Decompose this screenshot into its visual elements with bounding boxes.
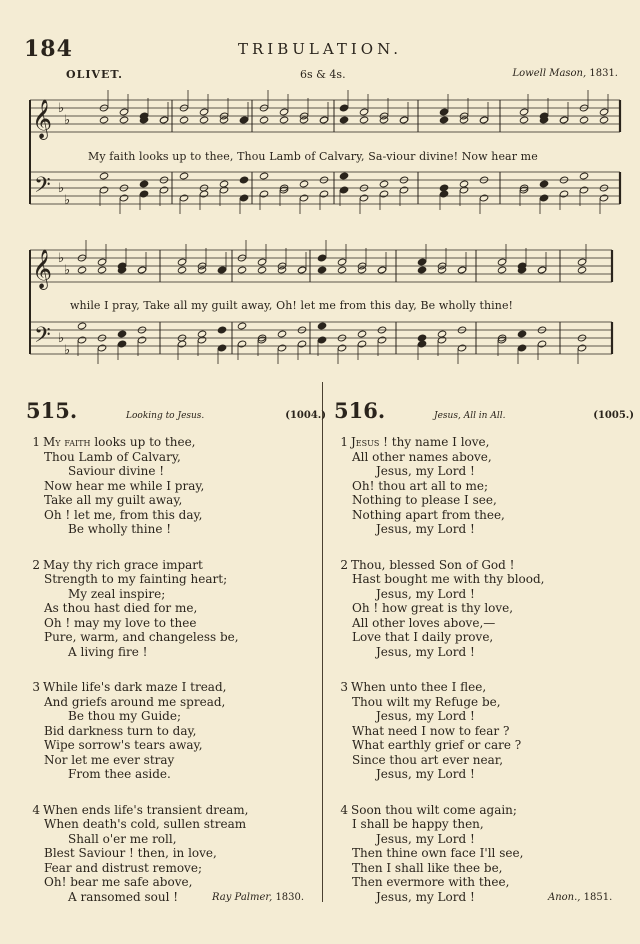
- verse-text: Nor let me ever stray: [44, 752, 175, 767]
- svg-text:♭: ♭: [64, 193, 71, 208]
- verse-text: Thou wilt my Refuge be,: [352, 694, 501, 709]
- verse-text: While life's dark maze I tread,: [43, 680, 227, 694]
- music-score: [0, 0, 640, 380]
- verse-line: [334, 803, 634, 818]
- verse-line: [334, 709, 634, 724]
- verse-line: [334, 616, 634, 631]
- verse-text: What need I now to fear ?: [352, 723, 510, 738]
- hymn-515: [26, 398, 326, 925]
- verse-text: Strength to my fainting heart;: [44, 572, 228, 586]
- verse-line: [26, 875, 326, 890]
- verse-line: [334, 680, 634, 695]
- verse-line: [26, 861, 326, 876]
- verse-line: [26, 645, 326, 660]
- stanza: [26, 803, 326, 905]
- svg-text:♭: ♭: [64, 343, 71, 358]
- verse-text: Soon thou wilt come again;: [351, 802, 517, 817]
- verse-text: Take all my guilt away,: [44, 493, 183, 507]
- verse-text: Then I shall like thee be,: [352, 860, 503, 875]
- svg-text:𝄞: 𝄞: [32, 99, 53, 139]
- verse-text: Oh ! let me, from this day,: [44, 507, 203, 522]
- page-number: 184: [24, 36, 73, 62]
- verse-text: Oh ! how great is thy love,: [352, 601, 514, 615]
- verse-line: [26, 724, 326, 739]
- hymn-reference: (1004.): [285, 410, 326, 421]
- svg-text:♭: ♭: [58, 251, 65, 266]
- stanza-lead-words: Jesus: [351, 435, 380, 449]
- running-title: TRIBULATION.: [237, 40, 403, 58]
- verse-line: [334, 601, 634, 616]
- verse-text: Love that I daily prove,: [352, 630, 494, 644]
- stanza-number: 3: [340, 680, 348, 694]
- stanza-number: 4: [32, 802, 40, 817]
- stanza-list: [334, 435, 634, 904]
- verse-line: [26, 709, 326, 724]
- verse-text: Jesus, my Lord !: [376, 644, 475, 659]
- verse-text: May thy rich grace impart: [43, 557, 203, 572]
- verse-text: Hast bought me with thy blood,: [352, 572, 545, 586]
- hymn-number: 516.: [334, 398, 386, 423]
- verse-text: All other names above,: [352, 449, 492, 464]
- verse-text: looks up to thee,: [90, 435, 196, 449]
- verse-line: [26, 464, 326, 479]
- verse-line: [334, 645, 634, 660]
- verse-line: [334, 508, 634, 523]
- verse-line: [334, 464, 634, 479]
- composer-name: Lowell Mason,: [512, 68, 587, 79]
- verse-line: [334, 587, 634, 602]
- svg-text:𝄢: 𝄢: [34, 173, 51, 203]
- hymn-theme: Looking to Jesus.: [126, 411, 205, 421]
- verse-text: Now hear me while I pray,: [44, 478, 205, 493]
- verse-text: Jesus, my Lord !: [376, 709, 475, 723]
- verse-line: [26, 508, 326, 523]
- hymn-theme: Jesus, All in All.: [434, 411, 506, 421]
- verse-line: [334, 630, 634, 645]
- composer-year: 1831.: [589, 68, 618, 79]
- stanza-number: 4: [340, 802, 348, 817]
- verse-text: And griefs around me spread,: [44, 694, 226, 709]
- stanza: [334, 558, 634, 660]
- tune-lyric-line-2: while I pray, Take all my guilt away, Oh! let me from this day, Be wholly thine!: [70, 299, 514, 312]
- verse-line: [334, 558, 634, 573]
- verse-text: Jesus, my Lord !: [376, 831, 475, 846]
- verse-text: When ends life's transient dream,: [43, 802, 249, 817]
- verse-text: Jesus, my Lord !: [376, 464, 475, 478]
- verse-line: [334, 861, 634, 876]
- verse-line: [26, 817, 326, 832]
- verse-line: [26, 601, 326, 616]
- verse-text: Jesus, my Lord !: [376, 767, 475, 781]
- hymn-reference: (1005.): [593, 410, 634, 421]
- verse-text: When death's cold, sullen stream: [44, 817, 247, 831]
- verse-line: [26, 738, 326, 753]
- verse-text: As thou hast died for me,: [44, 601, 198, 615]
- verse-line: [334, 724, 634, 739]
- verse-text: A ransomed soul !: [68, 889, 179, 904]
- verse-text: Nothing apart from thee,: [352, 507, 505, 522]
- stanza: [26, 680, 326, 782]
- verse-line: [26, 435, 326, 450]
- verse-text: Jesus, my Lord !: [376, 586, 475, 601]
- stanza-number: 2: [32, 557, 40, 572]
- verse-line: [334, 435, 634, 450]
- verse-line: [26, 587, 326, 602]
- verse-text: What earthly grief or care ?: [352, 738, 522, 752]
- verse-line: [26, 572, 326, 587]
- verse-line: [334, 753, 634, 768]
- verse-line: [26, 493, 326, 508]
- verse-text: Thou, blessed Son of God !: [351, 557, 515, 572]
- verse-text: Thou Lamb of Calvary,: [44, 449, 181, 464]
- verse-line: [334, 479, 634, 494]
- tune-name: OLIVET.: [66, 68, 123, 81]
- verse-text: Then evermore with thee,: [352, 875, 510, 889]
- verse-text: From thee aside.: [68, 767, 171, 781]
- verse-line: [26, 832, 326, 847]
- verse-text: Pure, warm, and changeless be,: [44, 630, 239, 644]
- hymn-author: [548, 892, 612, 903]
- verse-text: Be wholly thine !: [68, 522, 172, 536]
- svg-text:𝄢: 𝄢: [34, 323, 51, 353]
- tune-meter: 6s & 4s.: [300, 68, 346, 81]
- tune-lyric-line-1: My faith looks up to thee, Thou Lamb of Calvary, Sa-viour divine! Now hear me: [88, 150, 538, 163]
- hymn-header: [26, 398, 326, 422]
- verse-text: I shall be happy then,: [352, 817, 484, 831]
- verse-text: Wipe sorrow's tears away,: [44, 738, 203, 752]
- verse-line: [26, 695, 326, 710]
- verse-line: [26, 558, 326, 573]
- author-year: 1851.: [583, 892, 613, 903]
- verse-line: [334, 738, 634, 753]
- stanza: [26, 558, 326, 660]
- verse-text: Oh! thou art all to me;: [352, 478, 489, 493]
- author-year: 1830.: [275, 892, 305, 903]
- verse-line: [26, 522, 326, 537]
- hymn-header: [334, 398, 634, 422]
- verse-text: Be thou my Guide;: [68, 709, 182, 723]
- verse-line: [334, 817, 634, 832]
- author-name: Ray Palmer,: [212, 892, 273, 903]
- verse-text: When unto thee I flee,: [351, 680, 487, 694]
- verse-text: Shall o'er me roll,: [68, 831, 177, 846]
- verse-line: [26, 630, 326, 645]
- verse-text: My zeal inspire;: [68, 586, 166, 601]
- verse-text: Nothing to please I see,: [352, 493, 497, 507]
- hymn-author: [212, 892, 304, 903]
- stanza: [334, 680, 634, 782]
- verse-line: [26, 616, 326, 631]
- stanza: [334, 803, 634, 905]
- verse-text: All other loves above,—: [352, 615, 496, 630]
- svg-text:♭: ♭: [64, 263, 71, 278]
- verse-line: [334, 450, 634, 465]
- verse-text: A living fire !: [68, 644, 148, 659]
- stanza-number: 3: [32, 680, 40, 694]
- verse-text: ! thy name I love,: [379, 435, 490, 449]
- verse-line: [334, 846, 634, 861]
- verse-line: [334, 493, 634, 508]
- verse-text: Oh ! may my love to thee: [44, 615, 197, 630]
- svg-text:♭: ♭: [58, 181, 65, 196]
- verse-line: [26, 753, 326, 768]
- verse-line: [334, 572, 634, 587]
- svg-text:♭: ♭: [64, 113, 71, 128]
- verse-line: [334, 767, 634, 782]
- stanza-number: 1: [32, 435, 40, 449]
- stanza-lead-words: My faith: [43, 435, 91, 449]
- verse-text: Oh! bear me safe above,: [44, 875, 193, 889]
- verse-text: Blest Saviour ! then, in love,: [44, 846, 217, 860]
- svg-text:♭: ♭: [58, 101, 65, 116]
- stanza-list: [26, 435, 326, 904]
- verse-text: Since thou art ever near,: [352, 752, 504, 767]
- verse-line: [26, 450, 326, 465]
- stanza-number: 2: [340, 557, 348, 572]
- stanza-number: 1: [340, 435, 348, 449]
- hymn-516: [334, 398, 634, 925]
- verse-text: Jesus, my Lord !: [376, 522, 475, 536]
- verse-line: [26, 803, 326, 818]
- svg-text:𝄞: 𝄞: [32, 249, 53, 289]
- verse-text: Saviour divine !: [68, 464, 165, 478]
- verse-line: [334, 522, 634, 537]
- verse-line: [334, 832, 634, 847]
- verse-line: [334, 695, 634, 710]
- verse-text: Jesus, my Lord !: [376, 889, 475, 904]
- stanza: [334, 435, 634, 537]
- stanza: [26, 435, 326, 537]
- verse-line: [26, 846, 326, 861]
- verse-line: [334, 875, 634, 890]
- verse-text: Fear and distrust remove;: [44, 860, 202, 875]
- hymn-number: 515.: [26, 398, 78, 423]
- verse-text: Then thine own face I'll see,: [352, 846, 524, 860]
- verse-text: Bid darkness turn to day,: [44, 723, 197, 738]
- verse-line: [26, 680, 326, 695]
- verse-line: [26, 767, 326, 782]
- author-name: Anon.,: [548, 892, 581, 903]
- verse-line: [26, 479, 326, 494]
- svg-text:♭: ♭: [58, 331, 65, 346]
